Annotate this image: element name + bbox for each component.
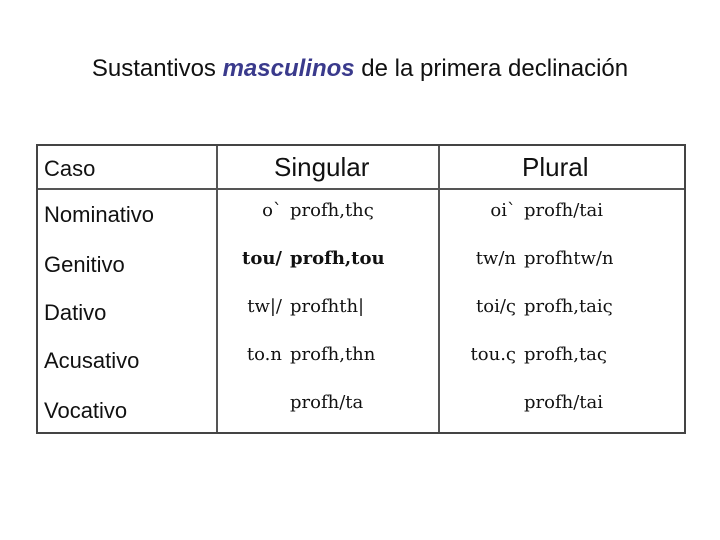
- singular-noun: profhth|: [290, 296, 365, 317]
- plural-noun: profh/tai: [524, 392, 604, 413]
- singular-article: o`: [262, 200, 282, 221]
- plural-noun: profh/tai: [524, 200, 604, 221]
- singular-article: tou/: [242, 248, 282, 269]
- title-emphasis: masculinos: [222, 55, 355, 82]
- case-label: Nominativo: [44, 202, 155, 227]
- case-label: Acusativo: [44, 348, 140, 373]
- singular-article: tw|/: [247, 296, 282, 317]
- plural-noun: profh,taiς: [524, 296, 613, 317]
- header-plural: Plural: [522, 152, 589, 182]
- header-case: Caso: [44, 156, 96, 181]
- header-divider: [38, 188, 684, 190]
- singular-article: to.n: [246, 344, 282, 365]
- title-part1: Sustantivos: [91, 55, 223, 82]
- case-label: Dativo: [44, 300, 107, 325]
- case-label: Genitivo: [44, 252, 125, 277]
- case-label: Vocativo: [44, 398, 128, 423]
- header-singular: Singular: [274, 152, 370, 182]
- plural-article: tw/n: [475, 248, 516, 269]
- plural-article: toi/ς: [476, 296, 516, 317]
- title-part2: de la primera declinación: [354, 55, 629, 82]
- plural-noun: profhtw/n: [524, 248, 614, 269]
- plural-article: oi`: [490, 200, 516, 221]
- declension-table: [36, 144, 686, 434]
- singular-noun: profh,thn: [290, 344, 376, 365]
- singular-noun: profh,thς: [290, 200, 374, 221]
- singular-noun: profh,tou: [290, 248, 385, 269]
- slide-title: [0, 55, 720, 83]
- plural-article: tou.ς: [470, 344, 516, 365]
- plural-noun: profh,taς: [524, 344, 607, 365]
- singular-noun: profh/ta: [290, 392, 364, 413]
